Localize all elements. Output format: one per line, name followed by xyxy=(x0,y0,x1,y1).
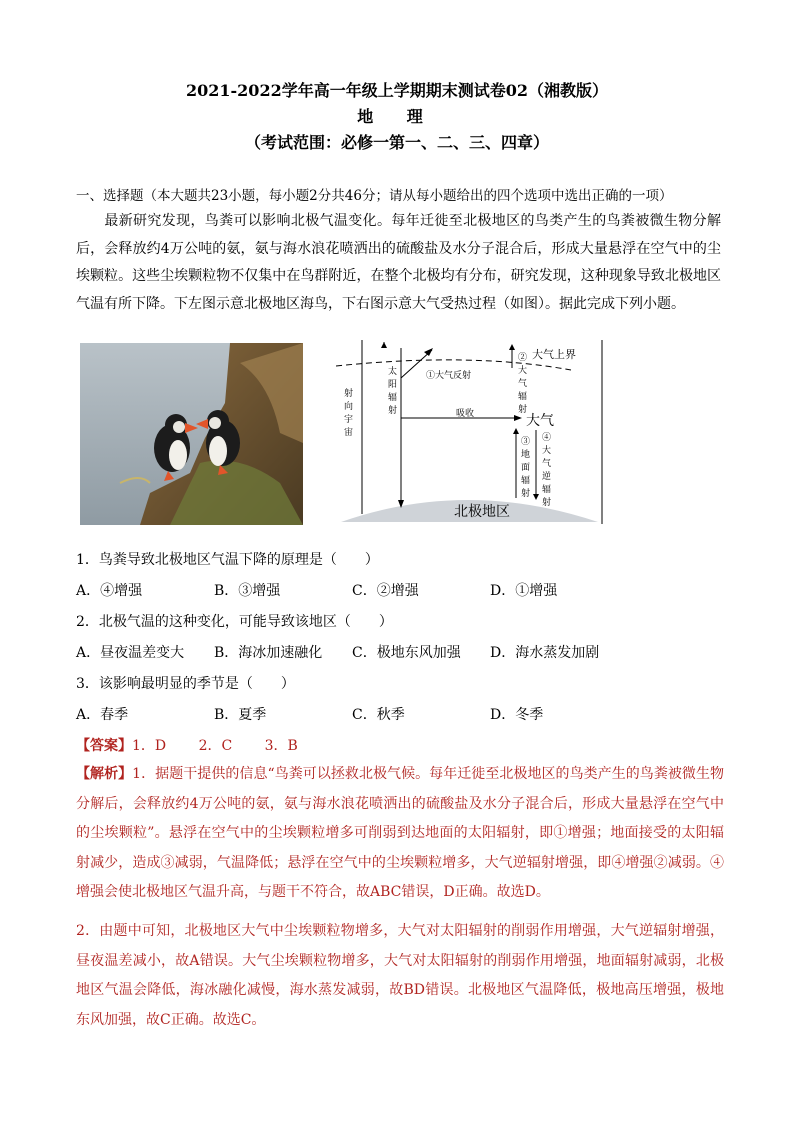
analysis-paragraph-1 xyxy=(76,760,724,908)
passage xyxy=(76,208,721,318)
answer-label: 【答案】 xyxy=(76,738,132,754)
analysis-p1: 1．据题干提供的信息“鸟粪可以拯救北极气候。每年迁徙至北极地区的鸟类产生的鸟粪被微生物分解后，会释放约4万公吨的氨，氨与海水浪花喷洒出的硫酸盐及水分子混合后，形成大量悬浮在空气中的尘埃颗粒”。悬浮在空气中的尘埃颗粒增多可削弱到达地面的太阳辐射，即①增强；地面接受的太阳辐射减少，造成③减弱，气温降低；悬浮在空气中的尘埃颗粒增多，大气逆辐射增强，即④增强②减弱。④增强会使北极地区气温升高，与题干不符合，故ABC错误，D正确。故选D。 xyxy=(76,766,725,900)
diagram-ground-rad-label: ③地面辐射 xyxy=(521,437,531,499)
q1-option-c: C．②增强 xyxy=(352,583,419,599)
passage-text: 最新研究发现，鸟粪可以影响北极气温变化。每年迁徙至北极地区的鸟类产生的鸟粪被微生物分解后，会释放约4万公吨的氨，氨与海水浪花喷洒出的硫酸盐及水分子混合后，形成大量悬浮在空气中的尘埃颗粒。这些尘埃颗粒物不仅集中在鸟群附近，在整个北极均有分布，研究发现，这种现象导致北极地区气温有所下降。下左图示意北极地区海鸟，下右图示意大气受热过程（如图）。据此完成下列小题。 xyxy=(76,213,721,312)
diagram-atm-rad-label: ②大气辐射 xyxy=(518,353,528,415)
q1-option-d: D．①增强 xyxy=(490,583,558,599)
diagram-atmos-label: 大气 xyxy=(526,413,554,429)
q2-option-c: C．极地东风加强 xyxy=(352,645,461,661)
q3-option-a: A．春季 xyxy=(76,707,129,723)
q3-option-d: D．冬季 xyxy=(490,707,544,723)
q1-option-b: B．③增强 xyxy=(214,583,281,599)
diagram-top-label: 大气上界 xyxy=(532,348,576,361)
analysis-paragraph-2 xyxy=(76,917,724,1035)
atmospheric-heating-diagram xyxy=(336,338,606,524)
q2-option-b: B．海冰加速融化 xyxy=(214,645,323,661)
diagram-reflect-label: ①大气反射 xyxy=(426,371,472,381)
diagram-counter-rad-label: ④大气逆辐射 xyxy=(542,433,552,508)
exam-title: 2021-2022学年高一年级上学期期末测试卷02（湘教版） xyxy=(186,81,608,100)
q2-option-a: A．昼夜温差变大 xyxy=(76,645,185,661)
q3-option-c: C．秋季 xyxy=(352,707,405,723)
analysis-label: 【解析】 xyxy=(76,766,133,782)
answer-values: 1．D 2．C 3．B xyxy=(132,738,298,754)
section-heading: 一、选择题（本大题共23小题，每小题2分共46分；请从每小题给出的四个选项中选出正确的一项） xyxy=(76,188,673,204)
exam-scope: （考试范围：必修一第一、二、三、四章） xyxy=(244,133,549,152)
puffin-photo xyxy=(80,343,303,525)
diagram-solar-label: 太阳辐射 xyxy=(388,367,398,416)
question-2: 2．北极气温的这种变化，可能导致该地区（ ） xyxy=(76,614,393,630)
question-3: 3．该影响最明显的季节是（ ） xyxy=(76,676,295,692)
question-1: 1．鸟粪导致北极地区气温下降的原理是（ ） xyxy=(76,552,379,568)
q2-option-d: D．海水蒸发加剧 xyxy=(490,645,600,661)
analysis-p2: 2．由题中可知，北极地区大气中尘埃颗粒物增多，大气对太阳辐射的削弱作用增强，大气逆辐射增强，昼夜温差减小，故A错误。大气尘埃颗粒物增多，大气对太阳辐射的削弱作用增强，地面辐射减弱，北极地区气温会降低，海冰融化减慢，海水蒸发减弱，故BD错误。北极地区气温降低，极地高压增强，极地东风加强，故C正确。故选C。 xyxy=(76,923,724,1028)
q1-option-a: A．④增强 xyxy=(76,583,143,599)
diagram-space-label: 射向宇宙 xyxy=(344,389,354,438)
q3-option-b: B．夏季 xyxy=(214,707,267,723)
answer-line xyxy=(76,735,298,755)
diagram-absorb-label: 吸收 xyxy=(456,409,475,419)
diagram-ground-label: 北极地区 xyxy=(454,504,510,520)
subject-title: 地 理 xyxy=(357,107,437,126)
